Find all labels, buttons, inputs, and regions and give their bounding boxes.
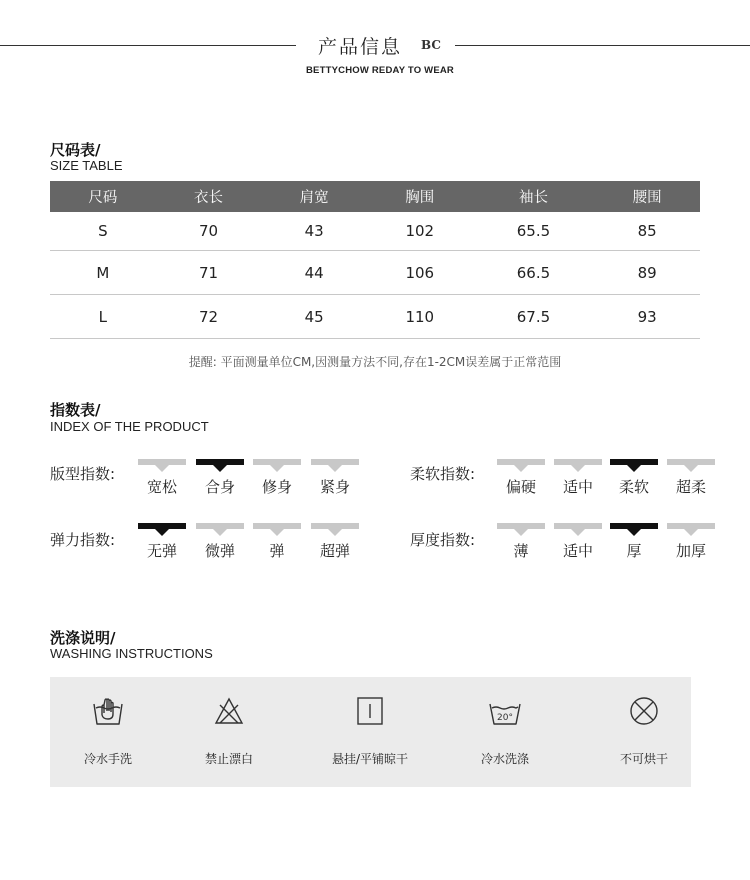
wash-item-hand-wash bbox=[48, 677, 168, 787]
table-cell: 93 bbox=[594, 295, 700, 339]
index-option-label: 加厚 bbox=[675, 542, 706, 560]
index-option-label: 宽松 bbox=[146, 478, 177, 496]
column-header: 袖长 bbox=[473, 181, 595, 212]
table-cell: 72 bbox=[156, 295, 262, 339]
index-marker-icon bbox=[213, 529, 227, 536]
index-option-label: 修身 bbox=[261, 478, 292, 496]
index-option-label: 厚 bbox=[626, 542, 642, 560]
table-cell: 71 bbox=[156, 251, 262, 295]
index-marker-icon bbox=[571, 465, 585, 472]
index-marker-icon bbox=[514, 529, 528, 536]
index-marker-icon bbox=[684, 465, 698, 472]
brand-logo: BC bbox=[421, 38, 441, 52]
table-cell: M bbox=[50, 251, 156, 295]
size-table-subtitle: SIZE TABLE bbox=[50, 158, 123, 173]
index-marker-icon bbox=[627, 529, 641, 536]
table-cell: 89 bbox=[594, 251, 700, 295]
size-table bbox=[50, 181, 700, 339]
thickness-index-label: 厚度指数: bbox=[410, 531, 476, 549]
elasticity-index-label: 弹力指数: bbox=[50, 531, 116, 549]
table-cell: 44 bbox=[261, 251, 367, 295]
table-cell: 106 bbox=[367, 251, 473, 295]
table-cell: 66.5 bbox=[473, 251, 595, 295]
index-marker-icon bbox=[684, 529, 698, 536]
index-marker-icon bbox=[155, 529, 169, 536]
wash-temp-label: 20° bbox=[497, 713, 513, 723]
table-row bbox=[50, 212, 700, 251]
index-marker-icon bbox=[571, 529, 585, 536]
index-marker-icon bbox=[270, 529, 284, 536]
header-rule-left bbox=[0, 45, 296, 46]
index-option-label: 超柔 bbox=[675, 478, 706, 496]
index-option-label: 弹 bbox=[269, 542, 285, 560]
column-header: 尺码 bbox=[50, 181, 156, 212]
index-option-label: 微弹 bbox=[204, 542, 235, 560]
wash-label: 冷水手洗 bbox=[83, 752, 132, 766]
fit-index-label: 版型指数: bbox=[50, 465, 116, 483]
index-marker-icon bbox=[213, 465, 227, 472]
wash-item-cold-wash bbox=[445, 677, 565, 787]
column-header: 衣长 bbox=[156, 181, 262, 212]
index-option-label: 无弹 bbox=[146, 542, 177, 560]
column-header: 胸围 bbox=[367, 181, 473, 212]
index-marker-icon bbox=[328, 529, 342, 536]
washing-panel bbox=[50, 677, 691, 787]
softness-index-label: 柔软指数: bbox=[410, 465, 476, 483]
table-cell: 70 bbox=[156, 212, 262, 251]
table-cell: L bbox=[50, 295, 156, 339]
header-rule-right bbox=[455, 45, 750, 46]
index-option-label: 偏硬 bbox=[505, 478, 536, 496]
table-cell: S bbox=[50, 212, 156, 251]
index-option-label: 合身 bbox=[204, 478, 235, 496]
index-option-label: 薄 bbox=[513, 542, 529, 560]
index-marker-icon bbox=[514, 465, 528, 472]
hang-dry-icon bbox=[354, 695, 386, 727]
table-cell: 43 bbox=[261, 212, 367, 251]
hand-wash-icon bbox=[92, 695, 124, 727]
washing-subtitle: WASHING INSTRUCTIONS bbox=[50, 646, 213, 661]
index-marker-icon bbox=[270, 465, 284, 472]
index-table-subtitle: INDEX OF THE PRODUCT bbox=[50, 419, 209, 434]
index-option-label: 紧身 bbox=[319, 478, 350, 496]
column-header: 肩宽 bbox=[261, 181, 367, 212]
wash-item-no-bleach bbox=[169, 677, 289, 787]
table-cell: 110 bbox=[367, 295, 473, 339]
table-cell: 45 bbox=[261, 295, 367, 339]
no-tumble-dry-icon bbox=[628, 695, 660, 727]
size-table-header bbox=[50, 181, 700, 212]
page-title: 产品信息 bbox=[318, 36, 403, 58]
wash-label: 冷水洗涤 bbox=[480, 752, 529, 766]
measurement-note: 提醒: 平面测量单位CM,因测量方法不同,存在1-2CM误差属于正常范围 bbox=[188, 355, 562, 369]
table-cell: 67.5 bbox=[473, 295, 595, 339]
wash-item-hang-dry bbox=[310, 677, 430, 787]
washing-title: 洗涤说明/ bbox=[50, 629, 116, 647]
no-bleach-icon bbox=[213, 695, 245, 727]
index-option-label: 适中 bbox=[562, 478, 593, 496]
index-option-label: 超弹 bbox=[319, 542, 350, 560]
wash-item-no-tumble-dry bbox=[584, 677, 704, 787]
wash-label: 不可烘干 bbox=[619, 752, 668, 766]
index-marker-icon bbox=[155, 465, 169, 472]
index-table-title: 指数表/ bbox=[50, 401, 101, 419]
wash-label: 禁止漂白 bbox=[204, 752, 253, 766]
index-option-label: 适中 bbox=[562, 542, 593, 560]
table-row bbox=[50, 295, 700, 339]
wash-label: 悬挂/平铺晾干 bbox=[331, 752, 409, 766]
index-marker-icon bbox=[627, 465, 641, 472]
table-cell: 65.5 bbox=[473, 212, 595, 251]
table-cell: 102 bbox=[367, 212, 473, 251]
index-option-label: 柔软 bbox=[618, 478, 649, 496]
size-table-title: 尺码表/ bbox=[50, 141, 101, 159]
table-cell: 85 bbox=[594, 212, 700, 251]
table-row bbox=[50, 251, 700, 295]
column-header: 腰围 bbox=[594, 181, 700, 212]
brand-subtitle: BETTYCHOW REDAY TO WEAR bbox=[306, 65, 454, 76]
wash-20-icon bbox=[489, 695, 521, 727]
index-marker-icon bbox=[328, 465, 342, 472]
